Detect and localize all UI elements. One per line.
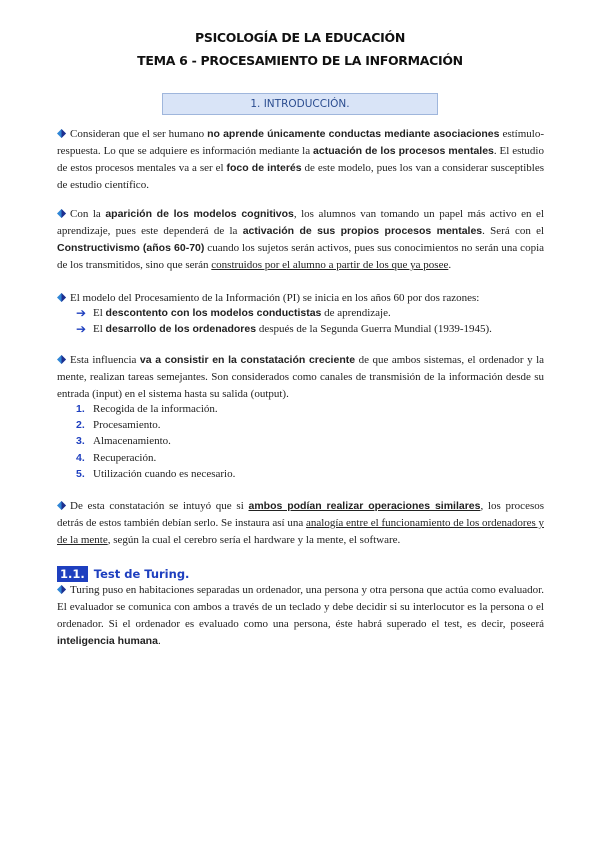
- paragraph-1: Consideran que el ser humano no aprende únicamente conductas mediante asociaciones estímulo-respuesta. Lo que se adquiere es información mediante la actuación de los procesos mentales. El estudio de estos procesos mentales va a ser el foco de interés de este modelo, pues los van a considerar susceptibles de estudio científico.: [57, 128, 545, 191]
- list-item: 1. Recogida de la información.: [76, 403, 218, 415]
- diamond-bullet-icon: [57, 209, 66, 218]
- list-item: 5. Utilización cuando es necesario.: [76, 467, 236, 480]
- subsection-heading: [57, 566, 189, 582]
- paragraph-4: Esta influencia va a consistir en la constatación creciente de que ambos sistemas, el ordenador y la mente, realizan tareas semejantes. Son considerados como canales de transmisión de la información desde su entrada (input) en el sistema hasta su salida (output).: [57, 354, 545, 400]
- reasons-list: [76, 305, 492, 337]
- right-arrow-icon: ➔: [76, 322, 87, 336]
- subsection-title: Test de Turing.: [93, 567, 190, 581]
- paragraph-6: Turing puso en habitaciones separadas un ordenador, una persona y otra persona que actúa como evaluador. El evaluador se comunica con ambos a través de un teclado y debe decidir si su interlocutor es la persona o el ordenador. Si el ordenador es evaluado como una persona, éste habrá superado el test, es decir, poseerá inteligencia humana.: [57, 584, 544, 647]
- subsection-number: 1.1.: [57, 566, 88, 582]
- list-item: 2. Procesamiento.: [76, 419, 161, 432]
- list-item: ➔ El descontento con los modelos conductistas de aprendizaje.: [76, 306, 391, 320]
- paragraph-5: De esta constatación se intuyó que si ambos podían realizar operaciones similares, los procesos detrás de estos también debían serlo. Se instaura así una analogía entre el funcionamiento de los ordenadores y de la mente, según la cual el cerebro sería el hardware y la mente, el software.: [57, 500, 545, 546]
- right-arrow-icon: ➔: [76, 306, 87, 320]
- steps-list: [76, 401, 235, 482]
- paragraph-2: Con la aparición de los modelos cognitivos, los alumnos van tomando un papel más activo en el aprendizaje, pues este dependerá de la activación de sus propios procesos mentales. Será con el Constructivismo (años 60-70) cuando los sujetos serán activos, pues sus conocimientos no serán una copia de los transmitidos, sino que serán construidos por el alumno a partir de los que ya posee.: [57, 208, 545, 271]
- diamond-bullet-icon: [57, 293, 66, 302]
- diamond-bullet-icon: [57, 129, 66, 138]
- diamond-bullet-icon: [57, 355, 66, 364]
- diamond-bullet-icon: [57, 585, 66, 594]
- paragraph-3: El modelo del Procesamiento de la Información (PI) se inicia en los años 60 por dos razones:: [57, 290, 544, 307]
- document-subtitle: TEMA 6 - PROCESAMIENTO DE LA INFORMACIÓN: [137, 53, 463, 68]
- list-item: ➔ El desarrollo de los ordenadores después de la Segunda Guerra Mundial (1939-1945).: [76, 322, 492, 336]
- list-item: 4. Recuperación.: [76, 451, 157, 464]
- section-heading: 1. INTRODUCCIÓN.: [162, 93, 438, 115]
- list-item: 3. Almacenamiento.: [76, 435, 171, 448]
- document-title: PSICOLOGÍA DE LA EDUCACIÓN: [195, 30, 405, 45]
- diamond-bullet-icon: [57, 501, 66, 510]
